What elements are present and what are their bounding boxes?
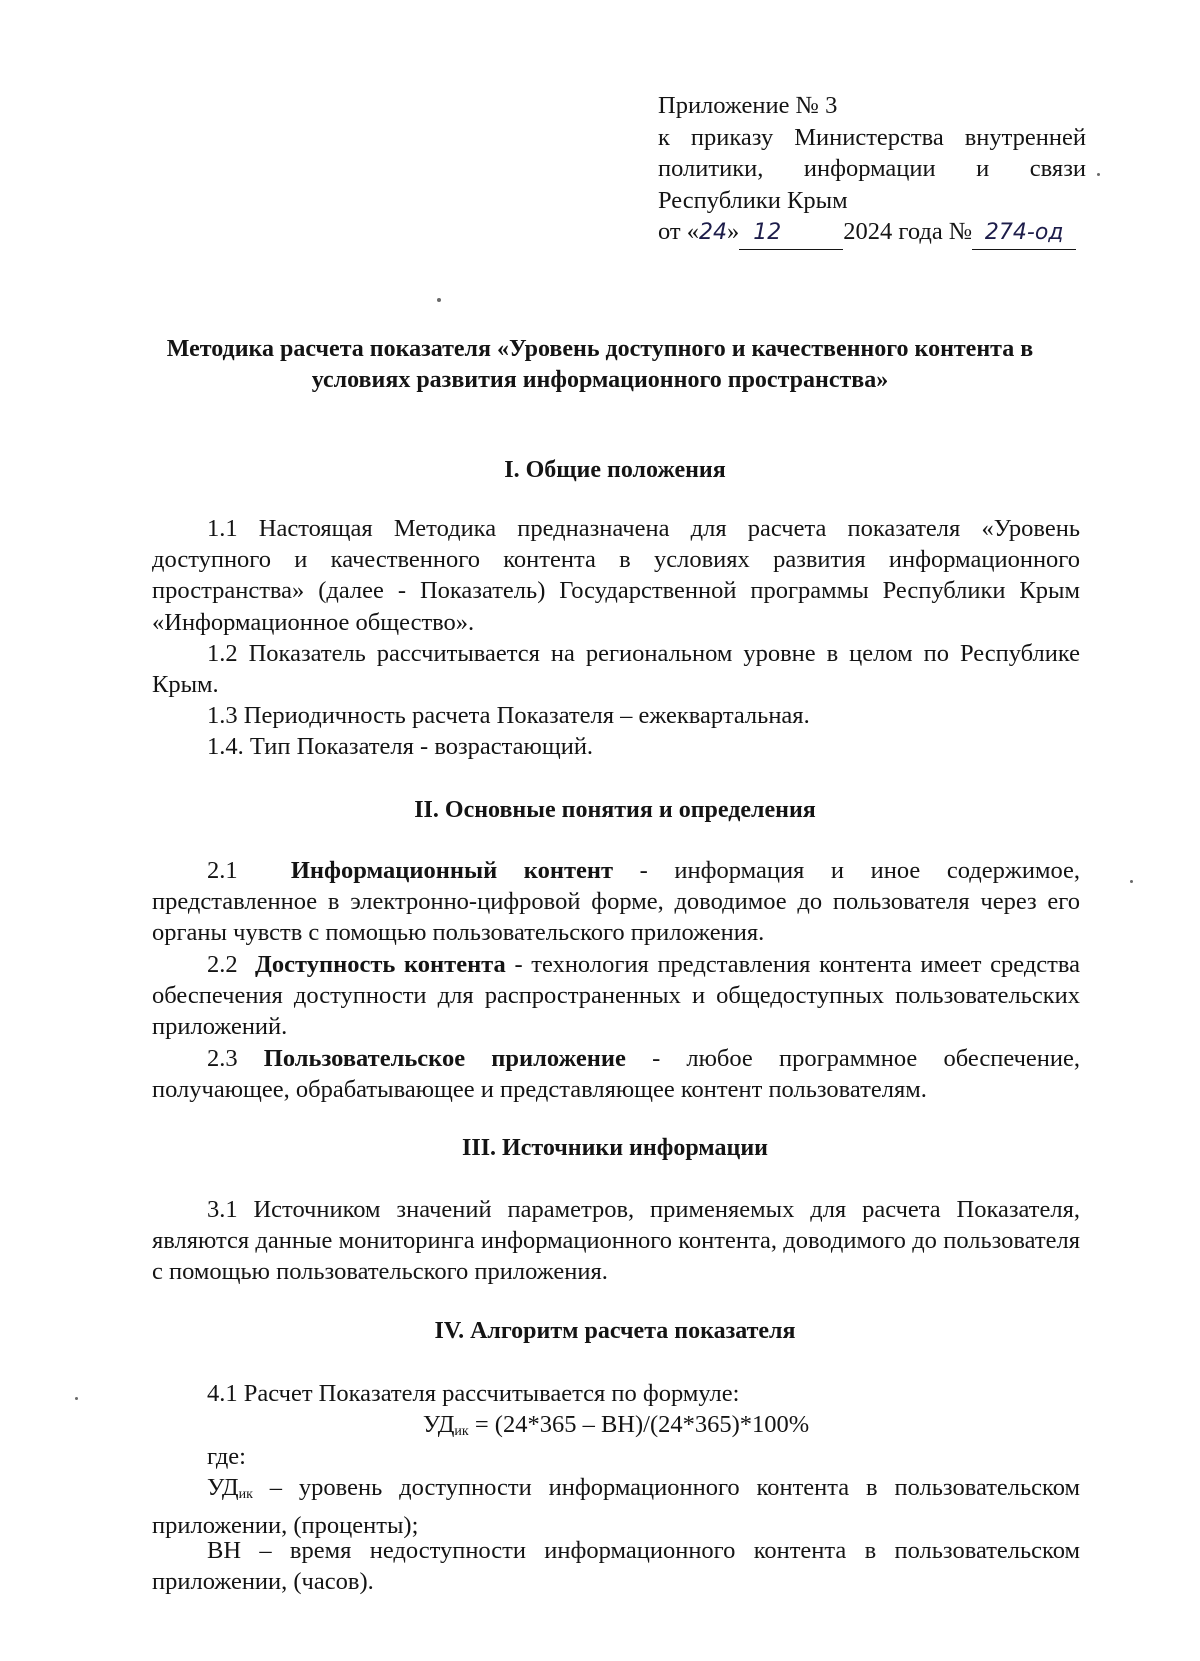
definition-number: 2.1 <box>207 857 238 884</box>
section-heading-sources: III. Источники информации <box>462 1135 768 1161</box>
definition-2-3 <box>152 1043 1080 1105</box>
date-mid: » <box>727 218 740 245</box>
formula-lhs-subscript: ик <box>454 1424 469 1439</box>
formula-intro: 4.1 Расчет Показателя рассчитывается по формуле: <box>207 1380 740 1407</box>
section-heading-general: I. Общие положения <box>504 457 726 483</box>
definition-number: 2.2 <box>207 951 238 978</box>
scan-speck <box>437 298 441 302</box>
paragraph-1-3: 1.3 Периодичность расчета Показателя – ежеквартальная. <box>207 702 810 729</box>
definition-text: - любое программное обеспечение, получающее, обрабатывающее и представляющее контент пользователям. <box>152 1045 1081 1104</box>
number-blank <box>972 216 1076 250</box>
paragraph-1-4: 1.4. Тип Показателя - возрастающий. <box>207 733 594 760</box>
definition-term: Пользовательское приложение <box>263 1045 626 1072</box>
ministry-name: политики, информации и связи <box>658 155 1086 182</box>
variable-vn <box>152 1535 1080 1597</box>
variable-symbol: УД <box>207 1474 239 1501</box>
order-date-line <box>658 216 1086 250</box>
date-prefix: от « <box>658 218 700 245</box>
variable-symbol: ВН <box>207 1537 242 1564</box>
definition-term: Информационный контент <box>290 857 614 884</box>
date-year: 2024 года № <box>843 218 973 245</box>
handwritten-order-number: 274-од <box>984 220 1064 245</box>
definition-term: Доступность контента <box>255 951 506 978</box>
paragraph-1-1: 1.1 Настоящая Методика предназначена для расчета показателя «Уровень доступного и качественного контента в условиях развития информационного пространства» (далее - Показатель) Государственной программы Республики Крым «Информационное общество». <box>152 515 1080 636</box>
scan-speck <box>75 1397 78 1400</box>
variable-description: – уровень доступности информационного контента в пользовательском приложении, (проценты); <box>152 1474 1080 1540</box>
variable-ud <box>152 1472 1080 1541</box>
paragraph-3-1: 3.1 Источником значений параметров, применяемых для расчета Показателя, являются данные мониторинга информационного контента, доводимого до пользователя с помощью пользовательского приложения. <box>152 1196 1080 1286</box>
appendix-header <box>658 90 1086 250</box>
handwritten-day: 24 <box>699 220 728 245</box>
paragraph-1-2: 1.2 Показатель рассчитывается на региональном уровне в целом по Республике Крым. <box>152 640 1080 699</box>
formula-lhs: УД <box>422 1411 455 1438</box>
definition-2-2 <box>152 949 1080 1043</box>
formula-where: где: <box>207 1443 246 1470</box>
formula-rhs: = (24*365 – ВН)/(24*365)*100% <box>468 1411 810 1438</box>
scan-speck <box>1097 173 1100 176</box>
scan-speck <box>1130 880 1133 883</box>
definition-text: - технология представления контента имеет средства обеспечения доступности для распространенных и общедоступных пользовательских приложений. <box>152 951 1080 1041</box>
document-title: Методика расчета показателя «Уровень доступного и качественного контента в условиях развития информационного пространства» <box>166 336 1034 393</box>
variable-description: – время недоступности информационного контента в пользовательском приложении, (часов). <box>152 1537 1080 1596</box>
republic-name: Республики Крым <box>658 186 848 214</box>
definition-2-1 <box>152 855 1080 949</box>
definition-text: - информация и иное содержимое, представленное в электронно-цифровой форме, доводимое до пользователя через его органы чувств с помощью пользовательского приложения. <box>152 857 1080 947</box>
section-heading-definitions: II. Основные понятия и определения <box>414 797 816 823</box>
variable-subscript: ик <box>238 1487 253 1502</box>
month-blank <box>739 216 843 250</box>
definition-number: 2.3 <box>207 1045 238 1072</box>
appendix-number: Приложение № 3 <box>658 92 838 119</box>
handwritten-month: 12 <box>753 220 782 245</box>
section-heading-algorithm: IV. Алгоритм расчета показателя <box>434 1318 796 1344</box>
order-reference: к приказу Министерства внутренней <box>658 123 1086 151</box>
